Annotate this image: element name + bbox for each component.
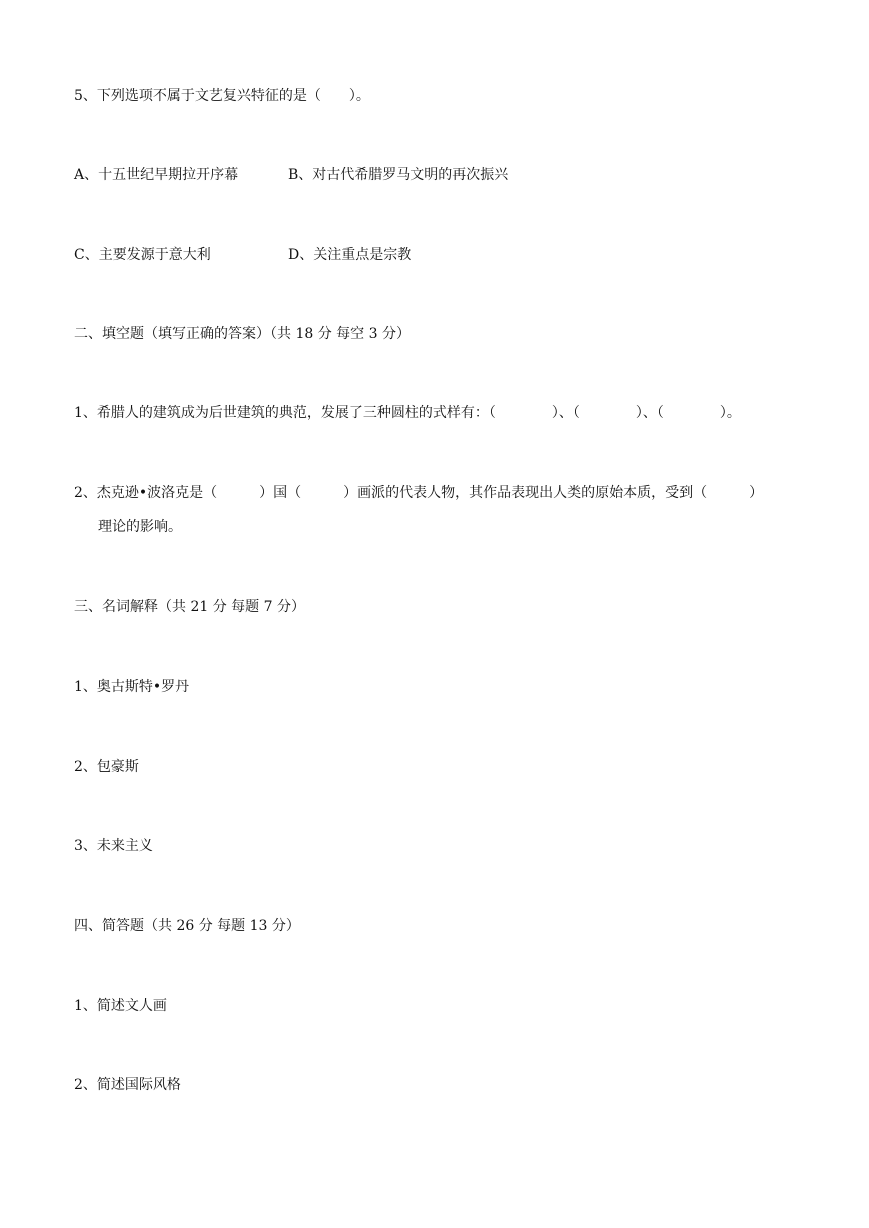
fill-blank-question-2-continuation: 理论的影响。	[98, 519, 182, 535]
term-item: 2、包豪斯	[74, 759, 139, 775]
term-item: 1、奥古斯特•罗丹	[74, 679, 190, 695]
fill-blank-question-2: 2、杰克逊•波洛克是（ ）国（ ）画派的代表人物，其作品表现出人类的原始本质，受到（ ）	[74, 485, 764, 501]
section-3-heading: 三、名词解释（共 21 分 每题 7 分）	[74, 599, 305, 615]
short-answer-item: 2、简述国际风格	[74, 1077, 181, 1093]
question-5-stem: 5、下列选项不属于文艺复兴特征的是（ ）。	[74, 88, 370, 104]
question-5-option-c: C、主要发源于意大利	[74, 247, 211, 263]
term-item: 3、未来主义	[74, 838, 153, 854]
section-2-heading: 二、填空题（填写正确的答案）（共 18 分 每空 3 分）	[74, 326, 410, 342]
question-5-option-a: A、十五世纪早期拉开序幕	[74, 167, 239, 183]
fill-blank-question-1: 1、希腊人的建筑成为后世建筑的典范，发展了三种圆柱的式样有：（ ）、（ ）、（ ）。	[74, 405, 741, 421]
question-5-option-b: B、对古代希腊罗马文明的再次振兴	[288, 167, 509, 183]
short-answer-item: 1、简述文人画	[74, 998, 167, 1014]
section-4-heading: 四、简答题（共 26 分 每题 13 分）	[74, 918, 300, 934]
question-5-option-d: D、关注重点是宗教	[288, 247, 412, 263]
